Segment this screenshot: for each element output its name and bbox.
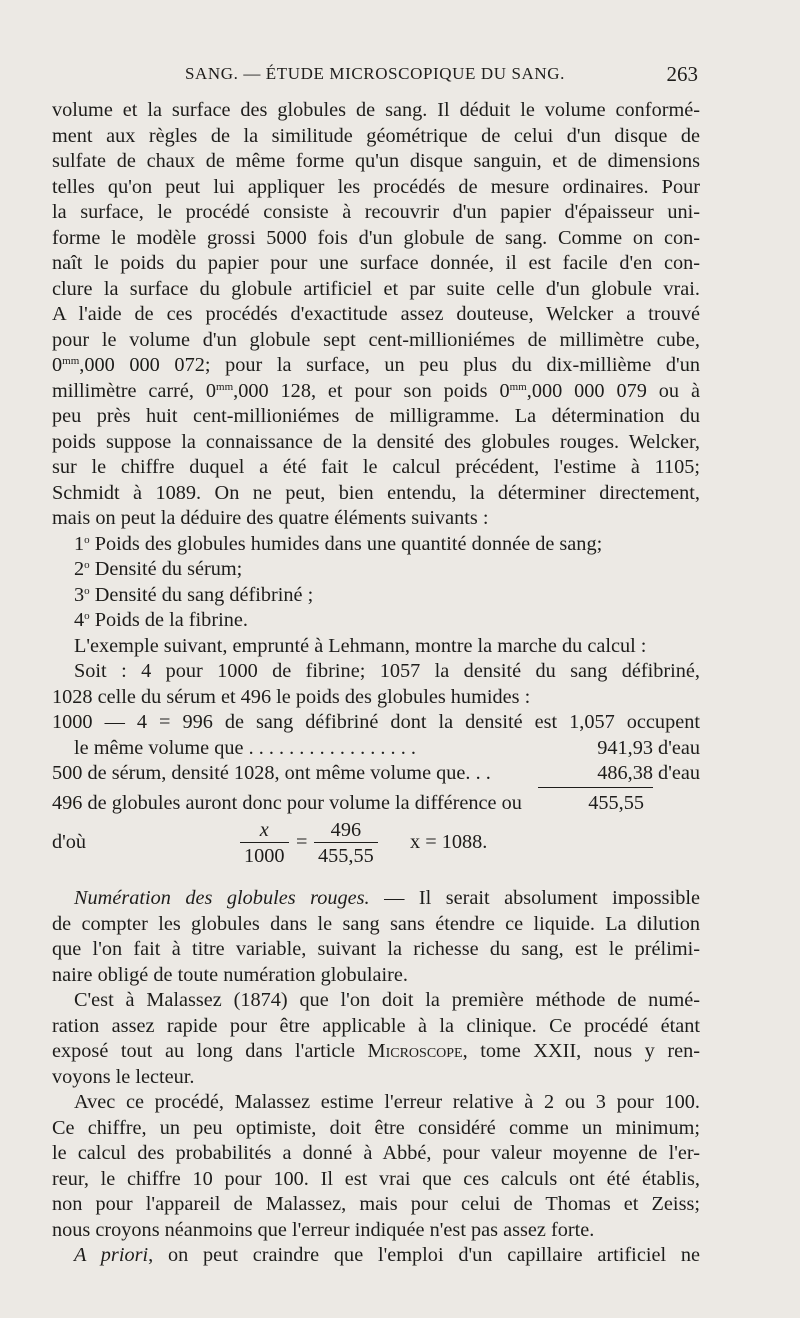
text-line: exposé tout au long dans l'article Microscope, tome XXII, nous y ren-	[52, 1040, 700, 1062]
lehmann-example	[52, 634, 700, 817]
running-title: SANG. — ÉTUDE MICROSCOPIQUE DU SANG.	[184, 64, 566, 83]
calc-value: 941,93	[597, 736, 653, 759]
page-number: 263	[666, 62, 698, 86]
text-line: non pour l'appareil de Malassez, mais pour celui de Thomas et Zeiss;	[52, 1193, 700, 1215]
page-header	[52, 62, 698, 88]
text-line: naît le poids du papier pour une surface donnée, il est facile d'en con-	[52, 252, 700, 274]
text-line: 1000 — 4 = 996 de sang défibriné dont la densité est 1,057 occupent	[52, 711, 700, 733]
text-line: 1028 celle du sérum et 496 le poids des globules humides :	[52, 685, 531, 708]
calc-row: 496 de globules auront donc pour volume la différence ou 455,55	[52, 791, 644, 817]
text-line: Avec ce procédé, Malassez estime l'erreur relative à 2 ou 3 pour 100.	[74, 1091, 700, 1113]
text-line: sur le chiffre duquel a été fait le calcul précédent, l'estime à 1105;	[52, 456, 700, 478]
text-line: naire obligé de toute numération globulaire.	[52, 963, 408, 986]
calc-value: 455,55	[588, 791, 644, 814]
text-line: nous croyons néanmoins que l'erreur indiquée n'est pas assez forte.	[52, 1218, 595, 1241]
text-line: A l'aide de ces procédés d'exactitude assez douteuse, Welcker a trouvé	[52, 303, 700, 325]
text-line: sulfate de chaux de même forme qu'un disque sanguin, et de dimensions	[52, 150, 700, 172]
fraction: $\frac{x}{1000}$	[240, 818, 289, 869]
text-line: Ce chiffre, un peu optimiste, doit être considéré comme un minimum;	[52, 1116, 700, 1139]
text-line: volume et la surface des globules de sang. Il déduit le volume conformé-	[52, 99, 700, 121]
text-line: C'est à Malassez (1874) que l'on doit la première méthode de numé-	[74, 989, 700, 1011]
text-line: Schmidt à 1089. On ne peut, bien entendu, la déterminer directement,	[52, 481, 700, 504]
calc-value: 486,38	[538, 761, 653, 788]
calc-row: 500 de sérum, densité 1028, ont même volume que. . . 486,38 d'eau	[52, 761, 700, 788]
text-line: millimètre carré, $0^{mm},000$ 128, et pour son poids $0^{mm},000$ 000 079 ou à	[52, 379, 700, 402]
paragraph-erreur	[52, 1090, 700, 1243]
text-line: poids suppose la connaissance de la densité des globules rouges. Welcker,	[52, 430, 700, 453]
calc-row: le même volume que . . . . . . . . . . . . . . . . . 941,93 d'eau	[52, 736, 700, 762]
body-text	[52, 98, 700, 1269]
text-line: L'exemple suivant, emprunté à Lehmann, montre la marche du calcul :	[74, 634, 647, 657]
equation-result: x = 1088.	[410, 831, 488, 853]
list-item: 1$^o$ Poids des globules humides dans une quantité donnée de sang;	[74, 532, 603, 555]
text-line: pour le volume d'un globule sept cent-millioniémes de millimètre cube,	[52, 328, 700, 351]
text-line: que l'on fait à titre variable, suivant la richesse du sang, est le prélimi-	[52, 938, 700, 960]
text-line: voyons le lecteur.	[52, 1065, 195, 1088]
text-line: mais on peut la déduire des quatre éléments suivants :	[52, 507, 489, 529]
text-line: Soit : 4 pour 1000 de fibrine; 1057 la densité du sang défibriné,	[74, 660, 700, 682]
text-line: le calcul des probabilités a donné à Abbé, pour valeur moyenne de l'er-	[52, 1142, 700, 1164]
text-line: reur, le chiffre 10 pour 100. Il est vrai que ces calculs ont été établis,	[52, 1167, 700, 1190]
text-line: ment aux règles de la similitude géométrique de celui d'un disque de	[52, 124, 700, 147]
paragraph-welcker	[52, 98, 700, 532]
section-title: Numération des globules rouges.	[74, 887, 370, 909]
paragraph-apriori: A priori, on peut craindre que l'emploi d'un capillaire artificiel ne	[74, 1244, 701, 1266]
list-item: 4$^o$ Poids de la fibrine.	[74, 609, 248, 631]
text-line: peu près huit cent-millioniémes de milligramme. La détermination du	[52, 405, 700, 427]
text-line: ration assez rapide pour être applicable à la clinique. Ce procédé étant	[52, 1014, 700, 1037]
list-item: 2$^o$ Densité du sérum;	[74, 558, 243, 580]
text-line: forme le modèle grossi 5000 fois d'un globule de sang. Comme on con-	[52, 226, 700, 249]
text-line: $0^{mm},000$ 000 072; pour la surface, un peu plus du dix-millième d'un	[52, 354, 700, 376]
text-line: clure la surface du globule artificiel et par suite celle d'un globule vrai.	[52, 277, 700, 300]
fraction: $\frac{496}{455,55}$	[314, 818, 378, 869]
text-line: Numération des globules rouges. — Il serait absolument impossible	[74, 887, 700, 909]
equation: d'où $\frac{x}{1000}$ = $\frac{496}{455,55}$ x = 1088.	[52, 819, 488, 867]
elements-list	[52, 532, 700, 634]
list-item: 3$^o$ Densité du sang défibriné ;	[74, 583, 314, 606]
paragraph-numeration	[52, 886, 700, 988]
text-line: de compter les globules dans le sang sans étendre ce liquide. La dilution	[52, 912, 700, 935]
text-line: la surface, le procédé consiste à recouvrir d'un papier d'épaisseur uni-	[52, 201, 700, 223]
paragraph-malassez	[52, 988, 700, 1090]
text-line: telles qu'on peut lui appliquer les procédés de mesure ordinaires. Pour	[52, 175, 700, 198]
